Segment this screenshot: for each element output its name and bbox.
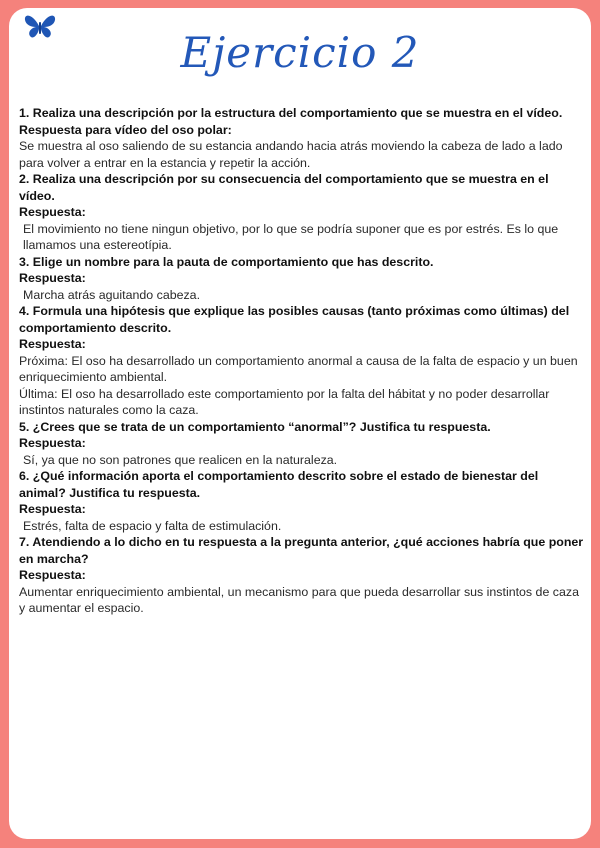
question-1: 1. Realiza una descripción por la estructura del comportamiento que se muestra en el vídeo. [19,106,563,120]
response-label-6: Respuesta: [19,502,86,516]
response-label-2: Respuesta: [19,205,86,219]
answer-4-proximate: Próxima: El oso ha desarrollado un comportamiento anormal a causa de la falta de espacio y un buen enriquecimiento ambiental. [19,353,578,384]
answer-5: Sí, ya que no son patrones que realicen en la naturaleza. [23,452,338,467]
question-6: 6. ¿Qué información aporta el comportamiento descrito sobre el estado de bienestar del animal? Justifica tu respuesta. [19,469,539,500]
answer-3: Marcha atrás aguitando cabeza. [23,287,201,302]
answer-6: Estrés, falta de espacio y falta de estimulación. [23,518,282,533]
question-3: 3. Elige un nombre para la pauta de comportamiento que has descrito. [19,254,434,269]
exercise-content [19,105,585,617]
page-title: Ejercicio 2 [180,28,420,77]
question-7: 7. Atendiendo a lo dicho en tu respuesta a la pregunta anterior, ¿qué acciones habría que poner en marcha? [19,535,584,566]
worksheet-page [9,8,591,839]
response-label-5: Respuesta: [19,436,86,450]
answer-4-ultimate: Última: El oso ha desarrollado este comportamiento por la falta del hábitat y no poder desarrollar instintos naturales como la caza. [19,386,550,417]
response-label-1: Respuesta para vídeo del oso polar: [19,122,232,137]
question-5: 5. ¿Crees que se trata de un comportamiento “anormal”? Justifica tu respuesta. [19,419,491,434]
answer-7: Aumentar enriquecimiento ambiental, un mecanismo para que pueda desarrollar sus instintos de caza y aumentar el espacio. [19,584,579,615]
question-4: 4. Formula una hipótesis que explique las posibles causas (tanto próximas como últimas) del comportamiento descrito. [19,304,570,335]
response-label-4: Respuesta: [19,337,86,351]
answer-1: Se muestra al oso saliendo de su estancia andando hacia atrás moviendo la cabeza de lado a lado para volver a entrar en la estancia y repetir la acción. [19,139,563,170]
answer-2: El movimiento no tiene ningun objetivo, por lo que se podría suponer que es por estrés. Es lo que llamamos una estereotípia. [23,221,559,252]
question-2: 2. Realiza una descripción por su consecuencia del comportamiento que se muestra en el vídeo. [19,172,549,203]
response-label-7: Respuesta: [19,568,86,582]
response-label-3: Respuesta: [19,271,86,285]
